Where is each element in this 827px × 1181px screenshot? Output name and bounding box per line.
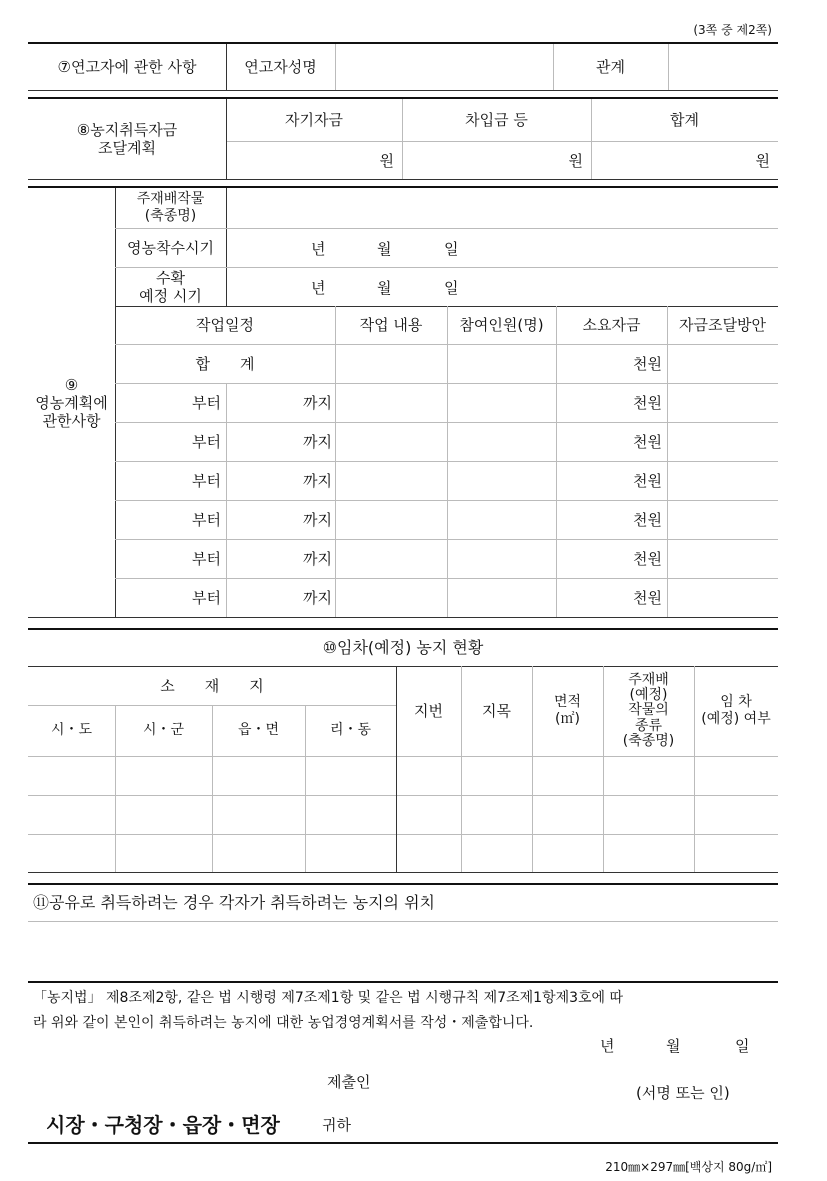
farming-start-date-field[interactable] (227, 228, 778, 267)
crop-type-header: 주재배 (예정) 작물의 종류 (축종명) (622, 671, 675, 750)
thousand-won-unit: 천원 (633, 393, 662, 412)
from-label: 부터 (192, 510, 221, 529)
area-header: 면적 (㎡) (553, 694, 582, 727)
to-label: 까지 (303, 432, 332, 451)
location-header: 소 재 지 (160, 676, 264, 695)
thousand-won-unit: 천원 (633, 432, 662, 451)
total-funds-cell[interactable] (556, 344, 662, 383)
thousand-won-unit: 천원 (633, 549, 662, 568)
sigun-header: 시・군 (142, 722, 185, 739)
harvest-date-field[interactable] (227, 267, 778, 306)
thousand-won-unit: 천원 (633, 588, 662, 607)
month-label: 월 (377, 279, 392, 297)
borrowed-funds-header: 차입금 등 (465, 111, 528, 129)
own-funds-header: 자기자금 (285, 111, 343, 129)
from-label: 부터 (192, 549, 221, 568)
addressee: 시장・구청장・읍장・면장 (46, 1113, 280, 1137)
thousand-won-unit: 천원 (633, 471, 662, 490)
won-unit: 원 (379, 151, 394, 170)
year-label: 년 (311, 240, 326, 258)
date-day-label: 일 (735, 1037, 750, 1055)
section9-title: ⑨ 영농계획에 관한사항 (35, 375, 108, 430)
relation-field[interactable] (669, 44, 778, 90)
day-label: 일 (444, 279, 459, 297)
total-funds-header: 합계 (670, 111, 699, 129)
land-category-header: 지목 (482, 702, 511, 720)
main-crop-label: 주재배작물 (축종명) (136, 191, 205, 224)
declaration-line-1: 「농지법」 제8조제2항, 같은 법 시행령 제7조제1항 및 같은 법 시행규칙 제7조제1항제3호에 따 (33, 990, 624, 1006)
section7-title: ⑦연고자에 관한 사항 (57, 58, 197, 76)
declaration-line-2: 라 위와 같이 본인이 취득하려는 농지에 대한 농업경영계획서를 작성・제출합니다. (33, 1015, 534, 1031)
borrowed-funds-field[interactable] (402, 142, 583, 179)
year-label: 년 (311, 279, 326, 297)
table-row[interactable] (28, 796, 778, 834)
funding-plan-header: 자금조달방안 (679, 316, 766, 334)
shared-land-location-field[interactable] (28, 922, 778, 981)
relative-name-field[interactable] (336, 44, 553, 90)
month-label: 월 (377, 240, 392, 258)
relative-name-label: 연고자성명 (244, 58, 317, 76)
schedule-header: 작업일정 (196, 316, 254, 334)
to-label: 까지 (303, 549, 332, 568)
thousand-won-unit: 천원 (633, 354, 662, 373)
relation-label: 관계 (596, 58, 625, 76)
to-label: 까지 (303, 393, 332, 412)
own-funds-field[interactable] (226, 142, 394, 179)
paper-spec: 210㎜×297㎜[백상지 80g/㎡] (605, 1159, 772, 1174)
work-content-header: 작업 내용 (359, 316, 423, 334)
date-month-label: 월 (666, 1037, 681, 1055)
date-year-label: 년 (600, 1037, 615, 1055)
section11-title: ⑪공유로 취득하려는 경우 각자가 취득하려는 농지의 위치 (33, 893, 436, 913)
won-unit: 원 (755, 151, 770, 170)
day-label: 일 (444, 240, 459, 258)
participants-header: 참여인원(명) (459, 316, 544, 334)
sido-header: 시・도 (50, 722, 93, 739)
lease-status-header: 임 차 (예정) 여부 (701, 694, 771, 727)
submitter-label: 제출인 (327, 1073, 371, 1091)
from-label: 부터 (192, 588, 221, 607)
eupmyeon-header: 읍・면 (237, 722, 280, 739)
section10-title: ⑩임차(예정) 농지 현황 (322, 638, 484, 658)
to-label: 까지 (303, 510, 332, 529)
to-label: 까지 (303, 471, 332, 490)
farming-start-label: 영농착수시기 (127, 238, 214, 257)
from-label: 부터 (192, 471, 221, 490)
to-label: 까지 (303, 588, 332, 607)
from-label: 부터 (192, 432, 221, 451)
page-number: (3쪽 중 제2쪽) (693, 22, 772, 37)
required-funds-header: 소요자금 (582, 316, 641, 334)
honorific: 귀하 (322, 1116, 351, 1134)
signature-label: (서명 또는 인) (636, 1084, 730, 1102)
won-unit: 원 (568, 151, 583, 170)
total-row-label: 합 계 (195, 354, 255, 373)
harvest-time-label: 수확 예정 시기 (139, 268, 202, 305)
ridong-header: 리・동 (329, 722, 372, 739)
thousand-won-unit: 천원 (633, 510, 662, 529)
main-crop-field[interactable] (227, 188, 778, 228)
table-row[interactable] (28, 757, 778, 795)
table-row[interactable] (28, 835, 778, 872)
total-funds-field[interactable] (591, 142, 770, 179)
section8-title: ⑧농지취득자금 조달계획 (76, 121, 178, 157)
parcel-number-header: 지번 (414, 702, 443, 720)
from-label: 부터 (192, 393, 221, 412)
